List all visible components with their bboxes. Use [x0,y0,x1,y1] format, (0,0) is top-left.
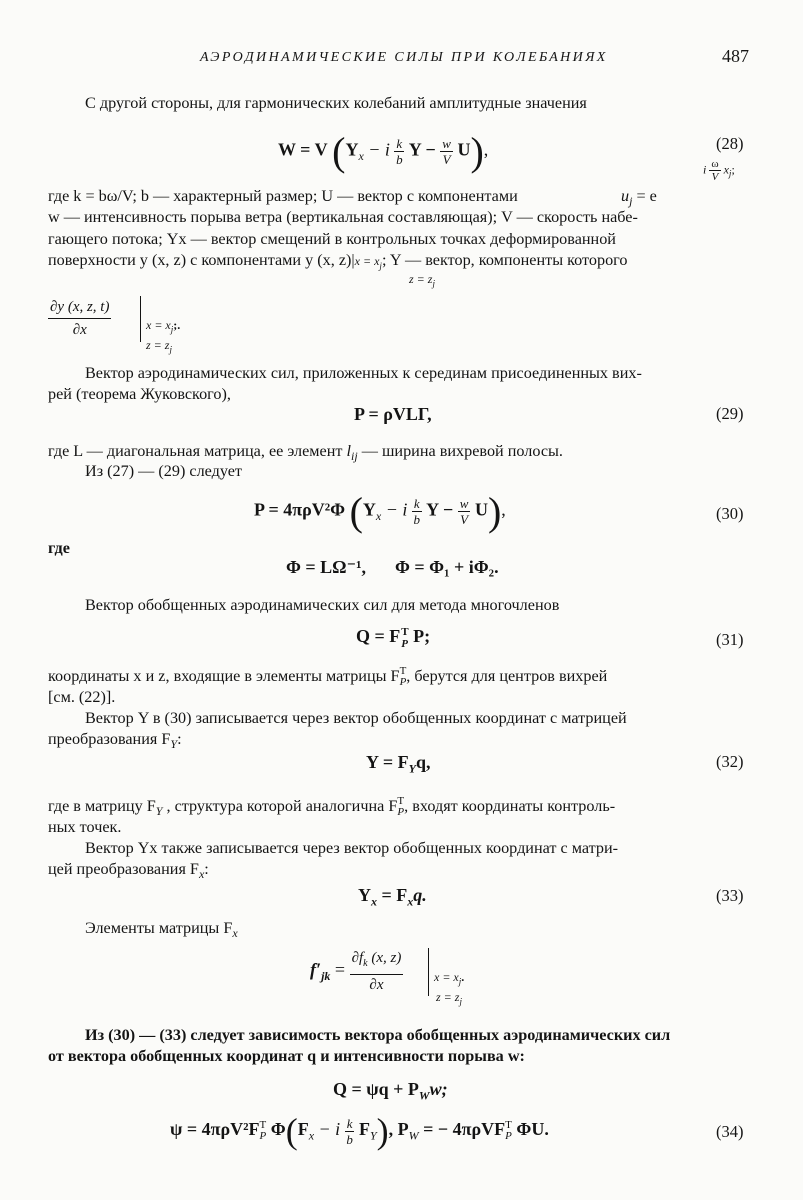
paragraph-11-line-1: Из (30) — (33) следует зависимость вектора обобщенных аэродинамических сил [85,1026,671,1044]
paragraph-4-line-2: Из (27) — (29) следует [85,462,243,480]
equation-number-33: (33) [716,886,744,905]
paragraph-6-line-1: координаты x и z, входящие в элементы матрицы F T P , берутся для центров вихрей [48,665,608,689]
equation-f-prime: $f'_{jk}$ = $\frac{\partial f_k (x, z)}{\partial x}$ [310,950,402,993]
condition-z: $z = z_j$ [409,272,435,289]
derivative-cond-1: $x = x_j$;. [146,318,181,335]
paragraph-2-line-1: где k = bω/V; b — характерный размер; U — вектор с компонентами [48,187,518,205]
paragraph-3-line-2: рей (теорема Жуковского), [48,385,231,403]
partial-derivative: $\frac{\partial y (x, z, t)}{\partial x}$ [48,296,111,341]
equation-number-34: (34) [716,1122,744,1141]
evaluation-bar-2 [428,948,429,996]
equation-number-28: (28) [716,134,744,153]
page-number: 487 [722,46,749,66]
eqf-cond-1: $x = x_j$. [434,970,465,987]
paragraph-1: С другой стороны, для гармонических колебаний амплитудные значения [85,94,587,112]
paragraph-10: Элементы матрицы $F_x$ [85,919,238,941]
equation-number-32: (32) [716,752,744,771]
equation-number-30: (30) [716,504,744,523]
equation-31: Q = F T P P; [356,626,431,650]
equation-32: $Y = F_Yq$, [366,752,431,776]
paragraph-8-line-1: где в матрицу $F_Y$ , структура которой аналогична F T P , входят координаты контроль- [48,795,616,819]
paragraph-2-line-3: гающего потока; Yx — вектор смещений в контрольных точках деформированной [48,230,616,248]
equation-33: $Y_x = F_xq$. [358,885,427,909]
uj-symbol: $u_j = e$ [621,187,657,209]
paragraph-7-line-1: Вектор Y в (30) записывается через вектор обобщенных координат с матрицей [85,709,627,727]
running-title: АЭРОДИНАМИЧЕСКИЕ СИЛЫ ПРИ КОЛЕБАНИЯХ [200,50,608,65]
equation-29: P = ρVLΓ, [354,404,432,424]
equation-30: P = 4πρV²Φ ($Y_x - i$ $\frac{k}{b}$ Y − $\frac{w}{V}$ U), [254,489,506,534]
paragraph-6-line-2: [см. (22)]. [48,688,116,706]
equation-30-phi-1: Φ = LΩ⁻¹, [286,557,366,577]
paragraph-11-line-2: от вектора обобщенных координат q и интенсивности порыва w: [48,1047,525,1065]
paragraph-9-line-1: Вектор Yx также записывается через вектор обобщенных координат с матри- [85,839,619,857]
paragraph-2-line-4: поверхности y (x, z) с компонентами y (x, $z)|x = x_j$; Y — вектор, компоненты которого [48,251,628,272]
equation-28: W = V ($Y_x - i$ $\frac{k}{b}$ Y − $\frac{w}{V}$ U), [278,129,489,174]
equation-30-phi-2: Φ = Φ₁ + iΦ₂. [395,557,499,577]
eqf-cond-2: $z = z_j$ [436,990,462,1007]
derivative-cond-2: $z = z_j$ [146,338,172,355]
equation-number-31: (31) [716,630,744,649]
equation-34-a: $Q = \psi q + P_Ww$; [333,1079,448,1103]
paragraph-4-line-1: где L — диагональная матрица, ее элемент $l_{ij}$ — ширина вихревой полосы. [48,442,563,464]
paragraph-9-line-2: цей преобразования $F_x$: [48,860,209,882]
equation-34-b: ψ = 4πρV²F T P $\Phi(F_x - i$ $\frac{k}{b}$ $F_Y$), $P_W$ = − 4πρVF T P ΦU. [170,1111,549,1151]
equation-number-29: (29) [716,404,744,423]
evaluation-bar [140,296,141,342]
exponent: i $\frac{\omega}{V}$ $x_j$; [703,158,735,183]
paragraph-3-line-1: Вектор аэродинамических сил, приложенных к серединам присоединенных вих- [85,364,642,382]
paragraph-8-line-2: ных точек. [48,818,122,836]
paragraph-7-line-2: преобразования $F_Y$: [48,730,182,752]
where-label: где [48,539,70,557]
paragraph-5: Вектор обобщенных аэродинамических сил для метода многочленов [85,596,560,614]
paragraph-2-line-2: w — интенсивность порыва ветра (вертикальная составляющая); V — скорость набе- [48,208,638,226]
